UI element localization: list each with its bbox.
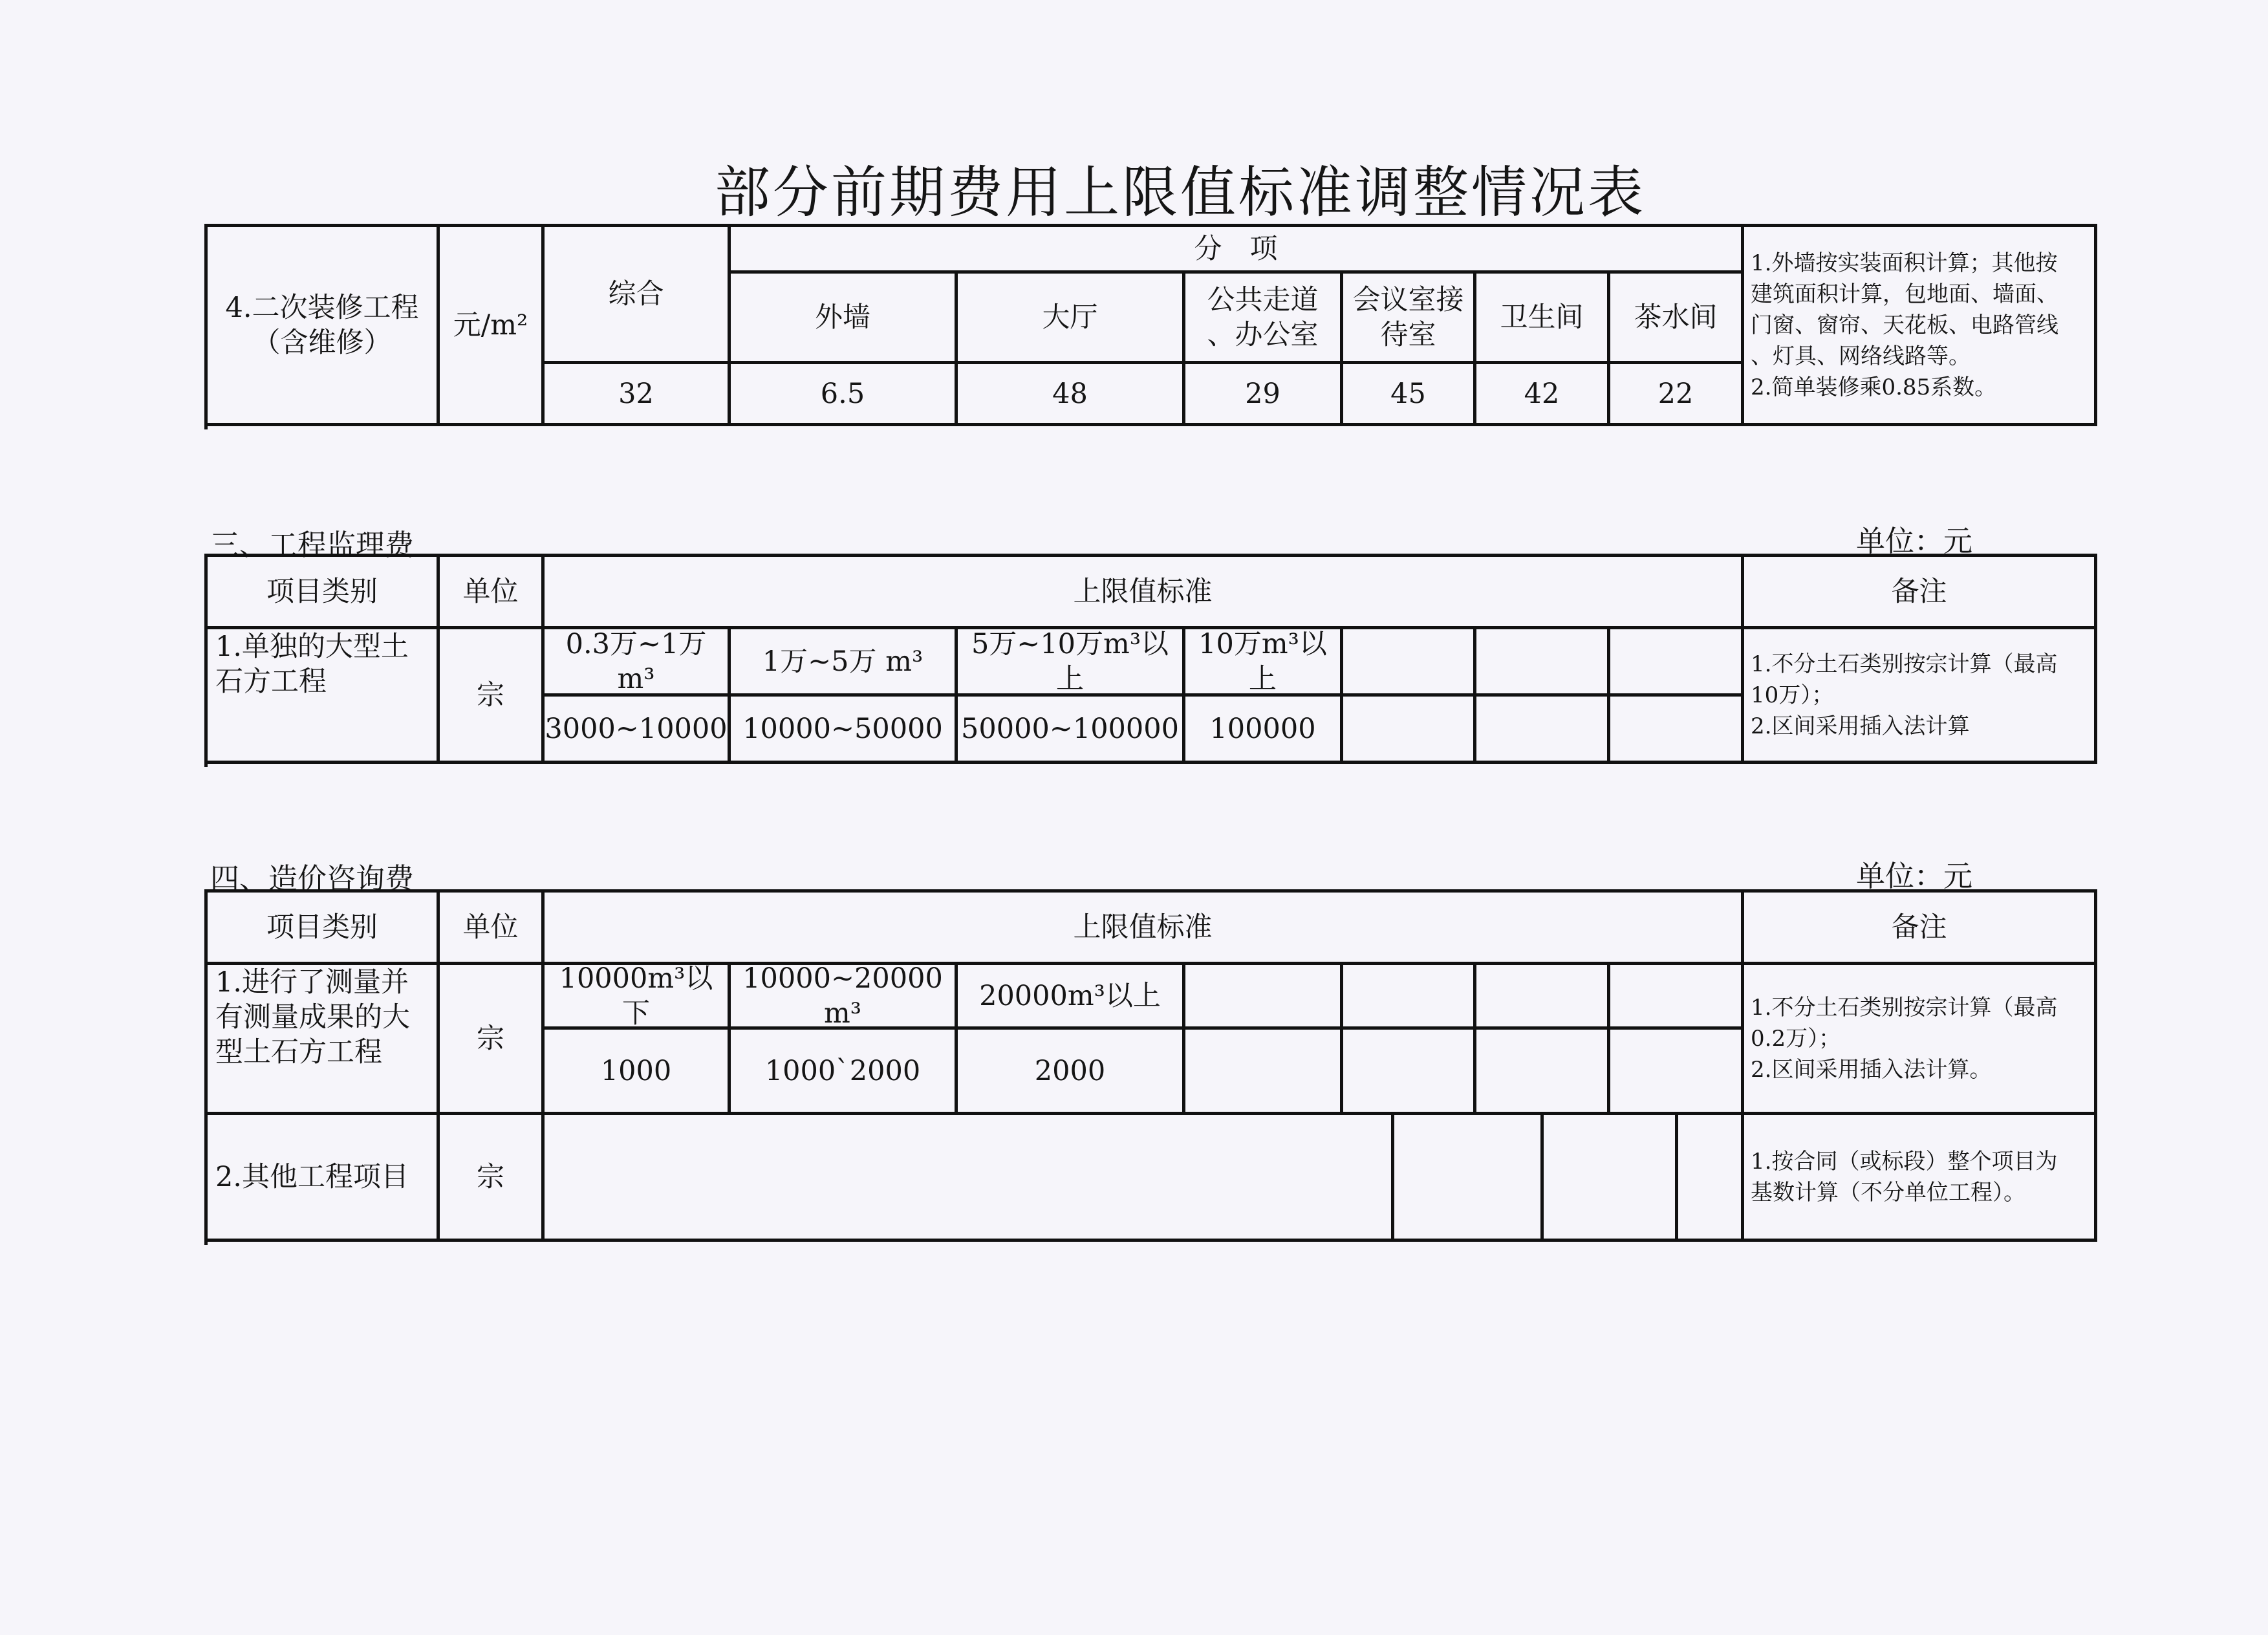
supervision-range-4: 10万m³以上 (1185, 629, 1343, 697)
composite-header: 综合 (545, 227, 731, 364)
supervision-empty-cell (1476, 697, 1610, 764)
supervision-notes: 1.不分土石类别按宗计算（最高 10万）； 2.区间采用插入法计算 (1744, 629, 2097, 764)
supervision-range-1: 0.3万~1万m³ (545, 629, 731, 697)
consulting-empty-cell (1610, 965, 1744, 1030)
cost-consulting-table (204, 889, 2097, 1245)
consulting-empty-cell (1185, 965, 1343, 1030)
consulting-row1-label: 1.进行了测量并 有测量成果的大 型土石方工程 (208, 965, 440, 1115)
consulting-empty-cell (1610, 1030, 1744, 1115)
consulting-row2-label: 2.其他工程项目 (208, 1115, 440, 1242)
consulting-value-2: 1000`2000 (731, 1030, 958, 1115)
supervision-row-label: 1.单独的大型土 石方工程 (208, 629, 440, 764)
consulting-empty-cell (1185, 1030, 1343, 1115)
supervision-col-limit: 上限值标准 (545, 557, 1744, 629)
consulting-row2-unit: 宗 (440, 1115, 545, 1242)
section4-unit-label: 单位：元 (1856, 859, 1973, 893)
value-corridor-office: 29 (1185, 364, 1343, 426)
consulting-row1-unit: 宗 (440, 965, 545, 1115)
consulting-col-limit: 上限值标准 (545, 893, 1744, 965)
consulting-range-1: 10000m³以下 (545, 965, 731, 1030)
renovation-notes: 1.外墙按实装面积计算；其他按 建筑面积计算，包地面、墙面、 门窗、窗帘、天花板、电路管线 、灯具、网络线路等。 2.简单装修乘0.85系数。 (1744, 227, 2097, 426)
item-name-restroom: 卫生间 (1476, 274, 1610, 364)
renovation-row-label (208, 227, 440, 426)
supervision-empty-cell (1476, 629, 1610, 697)
supervision-value-4: 100000 (1185, 697, 1343, 764)
consulting-range-2: 10000~20000 m³ (731, 965, 958, 1030)
consulting-empty-cell (1394, 1115, 1544, 1242)
supervision-row-unit: 宗 (440, 629, 545, 764)
renovation-unit: 元/m² (440, 227, 545, 426)
consulting-row2-blank (545, 1115, 1394, 1242)
consulting-value-1: 1000 (545, 1030, 731, 1115)
supervision-col-remarks: 备注 (1744, 557, 2097, 629)
supervision-value-3: 50000~100000 (958, 697, 1185, 764)
item-name-tea-room: 茶水间 (1610, 274, 1744, 364)
supervision-value-2: 10000~50000 (731, 697, 958, 764)
composite-value: 32 (545, 364, 731, 426)
consulting-row2-notes: 1.按合同（或标段）整个项目为 基数计算（不分单位工程）。 (1744, 1115, 2097, 1242)
page-title: 部分前期费用上限值标准调整情况表 (715, 160, 1646, 225)
renovation-row-label-line2: （含维修） (252, 326, 392, 359)
supervision-table (204, 554, 2097, 767)
section4-heading: 四、造价咨询费 (210, 861, 415, 896)
item-name-meeting-room: 会议室接 待室 (1343, 274, 1476, 364)
supervision-range-3: 5万~10万m³以上 (958, 629, 1185, 697)
supervision-empty-cell (1343, 629, 1476, 697)
item-name-lobby: 大厅 (958, 274, 1185, 364)
supervision-empty-cell (1343, 697, 1476, 764)
consulting-value-3: 2000 (958, 1030, 1185, 1115)
supervision-empty-cell (1610, 629, 1744, 697)
consulting-col-category: 项目类别 (208, 893, 440, 965)
consulting-col-unit: 单位 (440, 893, 545, 965)
consulting-empty-cell (1678, 1115, 1744, 1242)
value-restroom: 42 (1476, 364, 1610, 426)
consulting-empty-cell (1343, 1030, 1476, 1115)
value-lobby: 48 (958, 364, 1185, 426)
section3-heading: 三、工程监理费 (210, 528, 415, 562)
consulting-range-3: 20000m³以上 (958, 965, 1185, 1030)
consulting-col-remarks: 备注 (1744, 893, 2097, 965)
consulting-empty-cell (1544, 1115, 1678, 1242)
consulting-empty-cell (1343, 965, 1476, 1030)
supervision-empty-cell (1610, 697, 1744, 764)
item-name-corridor-office: 公共走道 、办公室 (1185, 274, 1343, 364)
consulting-row1-notes: 1.不分土石类别按宗计算（最高 0.2万）； 2.区间采用插入法计算。 (1744, 965, 2097, 1115)
value-meeting-room: 45 (1343, 364, 1476, 426)
consulting-empty-cell (1476, 965, 1610, 1030)
supervision-col-unit: 单位 (440, 557, 545, 629)
section3-unit-label: 单位：元 (1856, 524, 1973, 558)
sub-items-header: 分 项 (731, 227, 1744, 274)
renovation-table (204, 224, 2097, 429)
value-exterior-wall: 6.5 (731, 364, 958, 426)
value-tea-room: 22 (1610, 364, 1744, 426)
supervision-range-2: 1万~5万 m³ (731, 629, 958, 697)
renovation-row-label-line1: 4.二次装修工程 (225, 291, 419, 324)
item-name-exterior-wall: 外墙 (731, 274, 958, 364)
consulting-empty-cell (1476, 1030, 1610, 1115)
supervision-value-1: 3000~10000 (545, 697, 731, 764)
supervision-col-category: 项目类别 (208, 557, 440, 629)
